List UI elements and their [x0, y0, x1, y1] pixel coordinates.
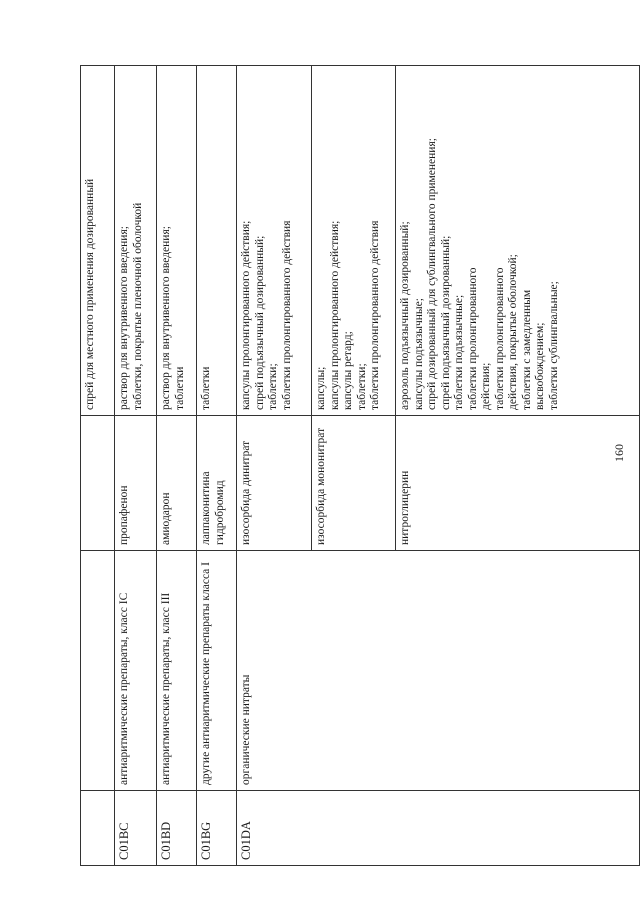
- group-cell: [396, 551, 640, 791]
- dosage-form: таблетки: [200, 366, 212, 410]
- forms-cell: [197, 66, 237, 416]
- drug-cell: нитроглицерин: [396, 416, 640, 551]
- dosage-form: спрей для местного применения дозированный: [84, 178, 96, 410]
- dosage-form: аэрозоль подъязычный дозированный;: [399, 221, 411, 410]
- group-cell: антиаритмические препараты, класс IC: [115, 551, 157, 791]
- drug-cell: амиодарон: [157, 416, 197, 551]
- page-number: 160: [612, 444, 626, 462]
- group-cell: другие антиаритмические препараты класса I: [197, 551, 237, 791]
- atc-code-cell: [312, 791, 396, 866]
- dosage-form: таблетки сублингвальные;: [547, 281, 560, 410]
- atc-code-cell: [81, 791, 115, 866]
- dosage-form: раствор для внутривенного введения;: [160, 226, 172, 410]
- dosage-form: таблетки;: [355, 363, 368, 410]
- table-row: [115, 66, 157, 866]
- forms-cell: [312, 66, 396, 416]
- dosage-form: действия;: [480, 362, 492, 410]
- atc-code-cell: C01BG: [197, 791, 237, 866]
- forms-cell: [115, 66, 157, 416]
- dosage-form: таблетки пролонгированного действия: [280, 220, 293, 410]
- table-row: [312, 66, 396, 866]
- dosage-form: таблетки пролонгированного: [493, 267, 506, 410]
- forms-cell: [237, 66, 312, 416]
- dosage-form: таблетки подъязычные;: [453, 294, 465, 410]
- dosage-form: капсулы пролонгированного действия;: [240, 220, 252, 410]
- forms-cell: [81, 66, 115, 416]
- dosage-form: таблетки, покрытые пленочной оболочкой: [131, 202, 144, 410]
- table-row: [396, 66, 640, 866]
- dosage-form: таблетки;: [267, 363, 279, 410]
- table-row: [157, 66, 197, 866]
- group-cell: [81, 551, 115, 791]
- atc-code-cell: C01DA: [237, 791, 312, 866]
- dosage-form: спрей подъязычный дозированный;: [253, 235, 266, 410]
- group-cell: [312, 551, 396, 791]
- dosage-form: капсулы пролонгированного действия;: [328, 220, 341, 410]
- dosage-form: таблетки с замедленным: [520, 289, 533, 410]
- drug-cell: [81, 416, 115, 551]
- dosage-form: высвобождением;: [534, 322, 546, 410]
- dosage-form: капсулы ретард;: [342, 331, 354, 410]
- rotated-page: [80, 66, 640, 866]
- dosage-form: капсулы подъязычные;: [412, 298, 425, 410]
- dosage-form: таблетки пролонгированного: [466, 267, 479, 410]
- table-row: [81, 66, 115, 866]
- dosage-form: таблетки: [173, 366, 186, 410]
- drug-cell: изосорбида мононитрат: [312, 416, 396, 551]
- atc-code-cell: [396, 791, 640, 866]
- drug-cell: пропафенон: [115, 416, 157, 551]
- table-row: [237, 66, 312, 866]
- dosage-form: капсулы;: [315, 366, 327, 410]
- dosage-form: спрей дозированный для сублингвального применения;: [426, 138, 438, 410]
- dosage-form: таблетки пролонгированного действия: [369, 220, 381, 410]
- drug-cell: лаппаконитина гидробромид: [197, 416, 237, 551]
- forms-cell: [157, 66, 197, 416]
- group-cell: органические нитраты: [237, 551, 312, 791]
- group-cell: антиаритмические препараты, класс III: [157, 551, 197, 791]
- drug-table: [80, 65, 640, 866]
- table-row: [197, 66, 237, 866]
- dosage-form: спрей подъязычный дозированный;: [439, 235, 452, 410]
- forms-cell: [396, 66, 640, 416]
- dosage-form: действия, покрытые оболочкой;: [507, 254, 519, 410]
- drug-cell: изосорбида динитрат: [237, 416, 312, 551]
- atc-code-cell: C01BC: [115, 791, 157, 866]
- atc-code-cell: C01BD: [157, 791, 197, 866]
- dosage-form: раствор для внутривенного введения;: [118, 226, 130, 410]
